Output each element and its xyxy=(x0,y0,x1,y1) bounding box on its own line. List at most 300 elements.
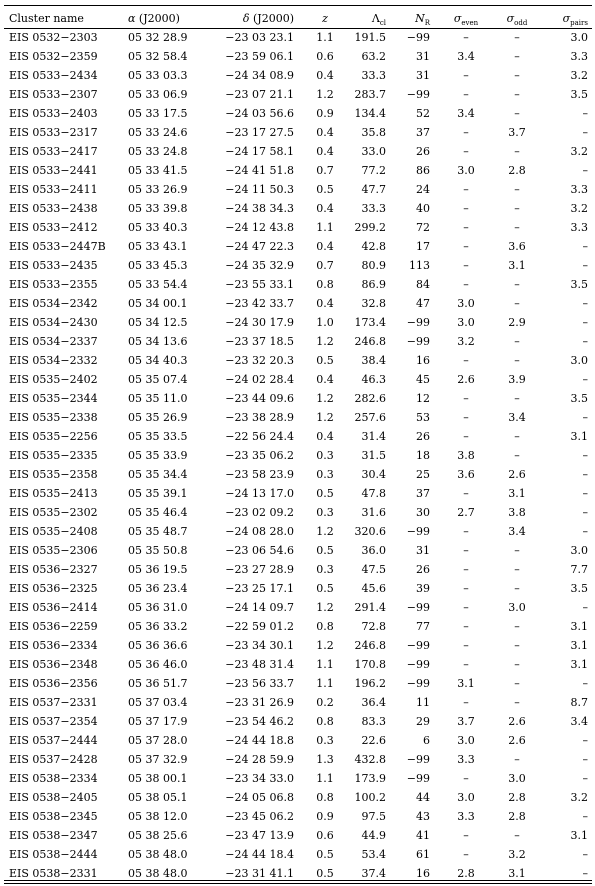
cell-sigma-even: – xyxy=(463,848,469,861)
cell-lambda: 257.6 xyxy=(354,411,386,424)
cell-sigma-even: 3.2 xyxy=(457,335,475,348)
cell-dec: −23 27 28.9 xyxy=(225,563,294,576)
cell-sigma-even: – xyxy=(463,582,469,595)
cell-dec: −23 48 31.4 xyxy=(225,658,294,671)
cell-lambda: 134.4 xyxy=(354,107,386,120)
dec-symbol: δ xyxy=(242,11,250,25)
cell-nr: 61 xyxy=(416,848,430,861)
cell-nr: 12 xyxy=(416,392,430,405)
cell-cluster-name: EIS 0535−2408 xyxy=(9,525,98,538)
cell-sigma-odd: 2.9 xyxy=(508,316,526,329)
table-row xyxy=(4,351,592,370)
cell-z: 1.2 xyxy=(316,525,334,538)
cell-sigma-even: – xyxy=(463,126,469,139)
cell-sigma-odd: 3.4 xyxy=(508,411,526,424)
cell-lambda: 47.8 xyxy=(361,487,386,500)
cell-ra: 05 36 31.0 xyxy=(128,601,188,614)
cell-ra: 05 36 33.2 xyxy=(128,620,188,633)
cell-cluster-name: EIS 0533−2403 xyxy=(9,107,98,120)
cell-sigma-pairs: – xyxy=(582,126,588,139)
cell-sigma-even: 3.0 xyxy=(457,734,475,747)
cell-nr: −99 xyxy=(406,772,430,785)
cell-z: 0.6 xyxy=(316,50,334,63)
cell-cluster-name: EIS 0538−2405 xyxy=(9,791,98,804)
cell-dec: −23 02 09.2 xyxy=(225,506,294,519)
cell-sigma-even: 3.7 xyxy=(457,715,475,728)
cell-sigma-odd: 2.8 xyxy=(508,791,526,804)
col-header-z xyxy=(308,8,342,28)
cell-z: 0.5 xyxy=(316,582,334,595)
cell-sigma-even: – xyxy=(463,639,469,652)
cell-lambda: 53.4 xyxy=(361,848,386,861)
cell-ra: 05 38 25.6 xyxy=(128,829,188,842)
cell-lambda: 46.3 xyxy=(361,373,386,386)
cell-dec: −23 17 27.5 xyxy=(225,126,294,139)
cell-z: 0.4 xyxy=(316,240,334,253)
cell-z: 0.4 xyxy=(316,145,334,158)
table-row xyxy=(4,389,592,408)
cell-sigma-even: – xyxy=(463,31,469,44)
cell-sigma-pairs: 3.5 xyxy=(570,88,588,101)
cell-lambda: 97.5 xyxy=(361,810,386,823)
cell-sigma-pairs: 3.2 xyxy=(570,791,588,804)
cell-dec: −23 55 33.1 xyxy=(225,278,294,291)
cell-sigma-odd: – xyxy=(514,582,520,595)
table-row xyxy=(4,28,592,47)
cell-sigma-even: 3.0 xyxy=(457,297,475,310)
cell-sigma-pairs: – xyxy=(582,525,588,538)
cell-sigma-even: 2.6 xyxy=(457,373,475,386)
cell-lambda: 44.9 xyxy=(361,829,386,842)
cell-sigma-even: 3.0 xyxy=(457,164,475,177)
cell-nr: 26 xyxy=(416,145,430,158)
cell-cluster-name: EIS 0537−2444 xyxy=(9,734,98,747)
cell-ra: 05 38 48.0 xyxy=(128,848,188,861)
cell-nr: 6 xyxy=(423,734,430,747)
cell-sigma-odd: 3.0 xyxy=(508,601,526,614)
cell-nr: −99 xyxy=(406,601,430,614)
cell-ra: 05 36 36.6 xyxy=(128,639,188,652)
ra-epoch: (J2000) xyxy=(135,11,180,25)
cell-sigma-pairs: – xyxy=(582,335,588,348)
cell-sigma-odd: 3.1 xyxy=(508,259,526,272)
lambda-symbol: Λ xyxy=(371,11,380,25)
cell-sigma-even: – xyxy=(463,278,469,291)
cell-sigma-even: 3.6 xyxy=(457,468,475,481)
cell-ra: 05 35 33.9 xyxy=(128,449,188,462)
cell-z: 0.5 xyxy=(316,544,334,557)
cell-ra: 05 33 43.1 xyxy=(128,240,188,253)
cell-sigma-pairs: – xyxy=(582,373,588,386)
cell-ra: 05 33 06.9 xyxy=(128,88,188,101)
cell-nr: 37 xyxy=(416,487,430,500)
cell-dec: −23 54 46.2 xyxy=(225,715,294,728)
cell-cluster-name: EIS 0538−2345 xyxy=(9,810,98,823)
cell-cluster-name: EIS 0536−2348 xyxy=(9,658,98,671)
cell-z: 1.2 xyxy=(316,411,334,424)
cell-ra: 05 32 28.9 xyxy=(128,31,188,44)
cell-lambda: 33.3 xyxy=(361,69,386,82)
cell-sigma-odd: 3.7 xyxy=(508,126,526,139)
lambda-subscript: cl xyxy=(379,18,386,27)
cell-nr: 39 xyxy=(416,582,430,595)
cell-dec: −23 56 33.7 xyxy=(225,677,294,690)
table-row xyxy=(4,218,592,237)
cell-z: 0.4 xyxy=(316,297,334,310)
cell-sigma-pairs: 3.4 xyxy=(570,715,588,728)
cell-lambda: 38.4 xyxy=(361,354,386,367)
cell-cluster-name: EIS 0535−2358 xyxy=(9,468,98,481)
cell-sigma-pairs: – xyxy=(582,107,588,120)
cell-dec: −23 37 18.5 xyxy=(225,335,294,348)
cell-dec: −23 59 06.1 xyxy=(225,50,294,63)
cell-dec: −23 44 09.6 xyxy=(225,392,294,405)
cell-ra: 05 37 03.4 xyxy=(128,696,188,709)
cell-cluster-name: EIS 0534−2342 xyxy=(9,297,98,310)
cell-sigma-even: 3.0 xyxy=(457,791,475,804)
cell-sigma-pairs: – xyxy=(582,297,588,310)
cell-z: 0.8 xyxy=(316,620,334,633)
cell-nr: 86 xyxy=(416,164,430,177)
cell-sigma-odd: – xyxy=(514,88,520,101)
cell-dec: −24 14 09.7 xyxy=(225,601,294,614)
cell-cluster-name: EIS 0533−2417 xyxy=(9,145,98,158)
cell-dec: −24 38 34.3 xyxy=(225,202,294,215)
table-row xyxy=(4,294,592,313)
cell-sigma-even: 3.3 xyxy=(457,753,475,766)
cell-z: 0.3 xyxy=(316,449,334,462)
cell-sigma-odd: 2.8 xyxy=(508,164,526,177)
cell-nr: 53 xyxy=(416,411,430,424)
nr-subscript: R xyxy=(424,18,430,27)
cell-ra: 05 35 50.8 xyxy=(128,544,188,557)
cell-sigma-odd: – xyxy=(514,544,520,557)
cell-sigma-odd: – xyxy=(514,563,520,576)
cell-nr: −99 xyxy=(406,639,430,652)
cell-cluster-name: EIS 0537−2354 xyxy=(9,715,98,728)
cell-sigma-pairs: 8.7 xyxy=(570,696,588,709)
cell-sigma-odd: – xyxy=(514,107,520,120)
cell-sigma-odd: – xyxy=(514,50,520,63)
table-row xyxy=(4,408,592,427)
cell-z: 1.0 xyxy=(316,316,334,329)
cell-dec: −24 02 28.4 xyxy=(225,373,294,386)
cell-nr: −99 xyxy=(406,335,430,348)
cell-sigma-pairs: – xyxy=(582,848,588,861)
cell-sigma-pairs: 3.5 xyxy=(570,392,588,405)
cell-nr: 31 xyxy=(416,544,430,557)
cell-sigma-even: – xyxy=(463,772,469,785)
cell-sigma-odd: 2.6 xyxy=(508,734,526,747)
cell-z: 0.2 xyxy=(316,696,334,709)
cell-sigma-odd: 3.6 xyxy=(508,240,526,253)
cell-cluster-name: EIS 0532−2359 xyxy=(9,50,98,63)
cell-lambda: 283.7 xyxy=(354,88,386,101)
cell-dec: −22 59 01.2 xyxy=(225,620,294,633)
cell-sigma-even: – xyxy=(463,259,469,272)
cell-nr: 17 xyxy=(416,240,430,253)
table-row xyxy=(4,465,592,484)
cell-nr: 77 xyxy=(416,620,430,633)
cell-sigma-pairs: 3.2 xyxy=(570,145,588,158)
cell-lambda: 77.2 xyxy=(361,164,386,177)
cell-ra: 05 33 03.3 xyxy=(128,69,188,82)
col-header-dec xyxy=(212,8,308,28)
cell-cluster-name: EIS 0535−2344 xyxy=(9,392,98,405)
cell-dec: −23 47 13.9 xyxy=(225,829,294,842)
cell-sigma-pairs: 3.1 xyxy=(570,430,588,443)
cell-cluster-name: EIS 0537−2428 xyxy=(9,753,98,766)
cell-ra: 05 38 12.0 xyxy=(128,810,188,823)
sigma-pairs-subscript: pairs xyxy=(570,18,588,27)
cell-z: 0.9 xyxy=(316,810,334,823)
cell-z: 0.5 xyxy=(316,867,334,880)
col-header-nr xyxy=(396,8,440,28)
cell-sigma-even: – xyxy=(463,88,469,101)
cell-cluster-name: EIS 0537−2331 xyxy=(9,696,98,709)
cell-sigma-even: 3.1 xyxy=(457,677,475,690)
cell-ra: 05 35 33.5 xyxy=(128,430,188,443)
cell-ra: 05 37 17.9 xyxy=(128,715,188,728)
cell-z: 0.5 xyxy=(316,183,334,196)
table-row xyxy=(4,85,592,104)
table-row xyxy=(4,237,592,256)
cell-sigma-pairs: 3.2 xyxy=(570,69,588,82)
cell-lambda: 432.8 xyxy=(354,753,386,766)
cell-ra: 05 35 46.4 xyxy=(128,506,188,519)
cell-sigma-odd: – xyxy=(514,829,520,842)
cell-lambda: 31.4 xyxy=(361,430,386,443)
cell-nr: 84 xyxy=(416,278,430,291)
cell-z: 1.1 xyxy=(316,221,334,234)
cell-sigma-pairs: – xyxy=(582,164,588,177)
cell-nr: 41 xyxy=(416,829,430,842)
cell-dec: −22 56 24.4 xyxy=(225,430,294,443)
cell-ra: 05 36 23.4 xyxy=(128,582,188,595)
table-row xyxy=(4,731,592,750)
table-row xyxy=(4,826,592,845)
cell-ra: 05 35 34.4 xyxy=(128,468,188,481)
cell-nr: 31 xyxy=(416,50,430,63)
cell-ra: 05 33 41.5 xyxy=(128,164,188,177)
cell-cluster-name: EIS 0535−2402 xyxy=(9,373,98,386)
cell-nr: 40 xyxy=(416,202,430,215)
cell-z: 0.7 xyxy=(316,259,334,272)
cell-sigma-pairs: – xyxy=(582,240,588,253)
cell-sigma-pairs: – xyxy=(582,487,588,500)
cell-z: 0.6 xyxy=(316,829,334,842)
cell-sigma-odd: 2.6 xyxy=(508,468,526,481)
table-row xyxy=(4,484,592,503)
cell-sigma-even: – xyxy=(463,487,469,500)
cell-cluster-name: EIS 0536−2356 xyxy=(9,677,98,690)
table-body xyxy=(4,28,592,883)
cell-z: 1.2 xyxy=(316,601,334,614)
cell-z: 0.8 xyxy=(316,791,334,804)
cell-sigma-pairs: 3.5 xyxy=(570,582,588,595)
cell-lambda: 45.6 xyxy=(361,582,386,595)
cell-ra: 05 36 46.0 xyxy=(128,658,188,671)
table-row xyxy=(4,807,592,826)
cell-ra: 05 38 05.1 xyxy=(128,791,188,804)
cell-cluster-name: EIS 0533−2435 xyxy=(9,259,98,272)
table-row xyxy=(4,541,592,560)
cell-sigma-even: – xyxy=(463,202,469,215)
cell-sigma-pairs: 3.2 xyxy=(570,202,588,215)
cell-z: 1.2 xyxy=(316,639,334,652)
cell-lambda: 191.5 xyxy=(354,31,386,44)
cell-z: 0.4 xyxy=(316,69,334,82)
cell-dec: −24 47 22.3 xyxy=(225,240,294,253)
cell-sigma-odd: – xyxy=(514,221,520,234)
cell-sigma-odd: 3.1 xyxy=(508,867,526,880)
cell-sigma-odd: – xyxy=(514,297,520,310)
cell-nr: 26 xyxy=(416,563,430,576)
cell-dec: −23 45 06.2 xyxy=(225,810,294,823)
cell-ra: 05 33 54.4 xyxy=(128,278,188,291)
col-header-ra xyxy=(124,8,212,28)
cell-dec: −24 11 50.3 xyxy=(225,183,294,196)
cell-sigma-pairs: 3.3 xyxy=(570,183,588,196)
cell-ra: 05 33 26.9 xyxy=(128,183,188,196)
table-row xyxy=(4,180,592,199)
table-row xyxy=(4,503,592,522)
cell-sigma-pairs: 3.0 xyxy=(570,544,588,557)
cell-nr: 24 xyxy=(416,183,430,196)
cell-sigma-pairs: – xyxy=(582,506,588,519)
table-row xyxy=(4,655,592,674)
table-row xyxy=(4,161,592,180)
cell-sigma-even: – xyxy=(463,240,469,253)
col-header-sigma-pairs xyxy=(542,8,592,28)
sigma-odd-symbol: σ xyxy=(506,11,515,25)
table-row xyxy=(4,845,592,864)
cell-nr: 30 xyxy=(416,506,430,519)
cell-sigma-even: – xyxy=(463,563,469,576)
cell-sigma-even: 3.0 xyxy=(457,316,475,329)
cell-dec: −24 12 43.8 xyxy=(225,221,294,234)
cell-nr: 47 xyxy=(416,297,430,310)
cell-z: 0.8 xyxy=(316,278,334,291)
cell-ra: 05 33 24.6 xyxy=(128,126,188,139)
cell-ra: 05 35 39.1 xyxy=(128,487,188,500)
cell-cluster-name: EIS 0533−2447B xyxy=(9,240,106,253)
header-row xyxy=(4,8,592,28)
cell-sigma-even: – xyxy=(463,392,469,405)
cell-sigma-pairs: – xyxy=(582,601,588,614)
table-row xyxy=(4,598,592,617)
cell-sigma-even: – xyxy=(463,544,469,557)
sigma-even-symbol: σ xyxy=(453,11,462,25)
cell-sigma-even: – xyxy=(463,411,469,424)
cell-lambda: 320.6 xyxy=(354,525,386,538)
cell-cluster-name: EIS 0533−2434 xyxy=(9,69,98,82)
nr-symbol: N xyxy=(415,11,425,25)
cell-sigma-pairs: 3.3 xyxy=(570,221,588,234)
cell-nr: 18 xyxy=(416,449,430,462)
sigma-even-subscript: even xyxy=(461,18,479,27)
cell-lambda: 196.2 xyxy=(354,677,386,690)
cell-sigma-odd: 3.1 xyxy=(508,487,526,500)
cell-z: 0.4 xyxy=(316,373,334,386)
cell-cluster-name: EIS 0536−2414 xyxy=(9,601,98,614)
cell-z: 0.7 xyxy=(316,164,334,177)
cell-ra: 05 35 26.9 xyxy=(128,411,188,424)
cell-sigma-even: 2.7 xyxy=(457,506,475,519)
cell-sigma-even: – xyxy=(463,69,469,82)
top-rule xyxy=(4,5,592,6)
cell-cluster-name: EIS 0535−2338 xyxy=(9,411,98,424)
cell-dec: −23 07 21.1 xyxy=(225,88,294,101)
cell-sigma-even: 3.8 xyxy=(457,449,475,462)
cell-lambda: 30.4 xyxy=(361,468,386,481)
cell-ra: 05 34 12.5 xyxy=(128,316,188,329)
cell-sigma-pairs: – xyxy=(582,753,588,766)
cell-dec: −23 32 20.3 xyxy=(225,354,294,367)
cell-ra: 05 33 40.3 xyxy=(128,221,188,234)
cell-sigma-odd: – xyxy=(514,202,520,215)
cell-nr: −99 xyxy=(406,677,430,690)
cell-dec: −24 44 18.4 xyxy=(225,848,294,861)
col-header-cluster-name: Cluster name xyxy=(9,11,84,25)
cell-sigma-even: 2.8 xyxy=(457,867,475,880)
cell-sigma-odd: – xyxy=(514,658,520,671)
cell-dec: −24 30 17.9 xyxy=(225,316,294,329)
cell-sigma-pairs: – xyxy=(582,468,588,481)
cell-sigma-odd: 3.8 xyxy=(508,506,526,519)
cell-sigma-even: – xyxy=(463,829,469,842)
cell-z: 0.8 xyxy=(316,715,334,728)
cell-z: 1.1 xyxy=(316,677,334,690)
table-row xyxy=(4,446,592,465)
cell-ra: 05 37 32.9 xyxy=(128,753,188,766)
cell-dec: −23 31 26.9 xyxy=(225,696,294,709)
cell-sigma-odd: – xyxy=(514,145,520,158)
cell-ra: 05 38 00.1 xyxy=(128,772,188,785)
cell-nr: 11 xyxy=(416,696,430,709)
cell-sigma-even: – xyxy=(463,525,469,538)
table-row xyxy=(4,142,592,161)
cell-dec: −23 31 41.1 xyxy=(225,867,294,880)
cell-dec: −24 05 06.8 xyxy=(225,791,294,804)
table-row xyxy=(4,427,592,446)
cell-z: 1.2 xyxy=(316,335,334,348)
cell-ra: 05 35 48.7 xyxy=(128,525,188,538)
cell-cluster-name: EIS 0538−2334 xyxy=(9,772,98,785)
table-row xyxy=(4,560,592,579)
ra-symbol: α xyxy=(128,11,136,25)
cell-sigma-pairs: 3.1 xyxy=(570,658,588,671)
cell-nr: 52 xyxy=(416,107,430,120)
cell-ra: 05 33 17.5 xyxy=(128,107,188,120)
cell-nr: −99 xyxy=(406,316,430,329)
bottom-rule-lower xyxy=(4,883,592,884)
cell-dec: −23 42 33.7 xyxy=(225,297,294,310)
cell-z: 0.3 xyxy=(316,563,334,576)
cell-lambda: 31.6 xyxy=(361,506,386,519)
cell-lambda: 33.0 xyxy=(361,145,386,158)
cell-z: 0.5 xyxy=(316,487,334,500)
cell-sigma-pairs: – xyxy=(582,411,588,424)
cell-sigma-even: – xyxy=(463,430,469,443)
cell-lambda: 246.8 xyxy=(354,335,386,348)
cell-nr: −99 xyxy=(406,753,430,766)
cell-sigma-even: – xyxy=(463,658,469,671)
cell-lambda: 80.9 xyxy=(361,259,386,272)
cell-nr: 45 xyxy=(416,373,430,386)
cell-sigma-odd: – xyxy=(514,183,520,196)
cell-z: 0.4 xyxy=(316,202,334,215)
